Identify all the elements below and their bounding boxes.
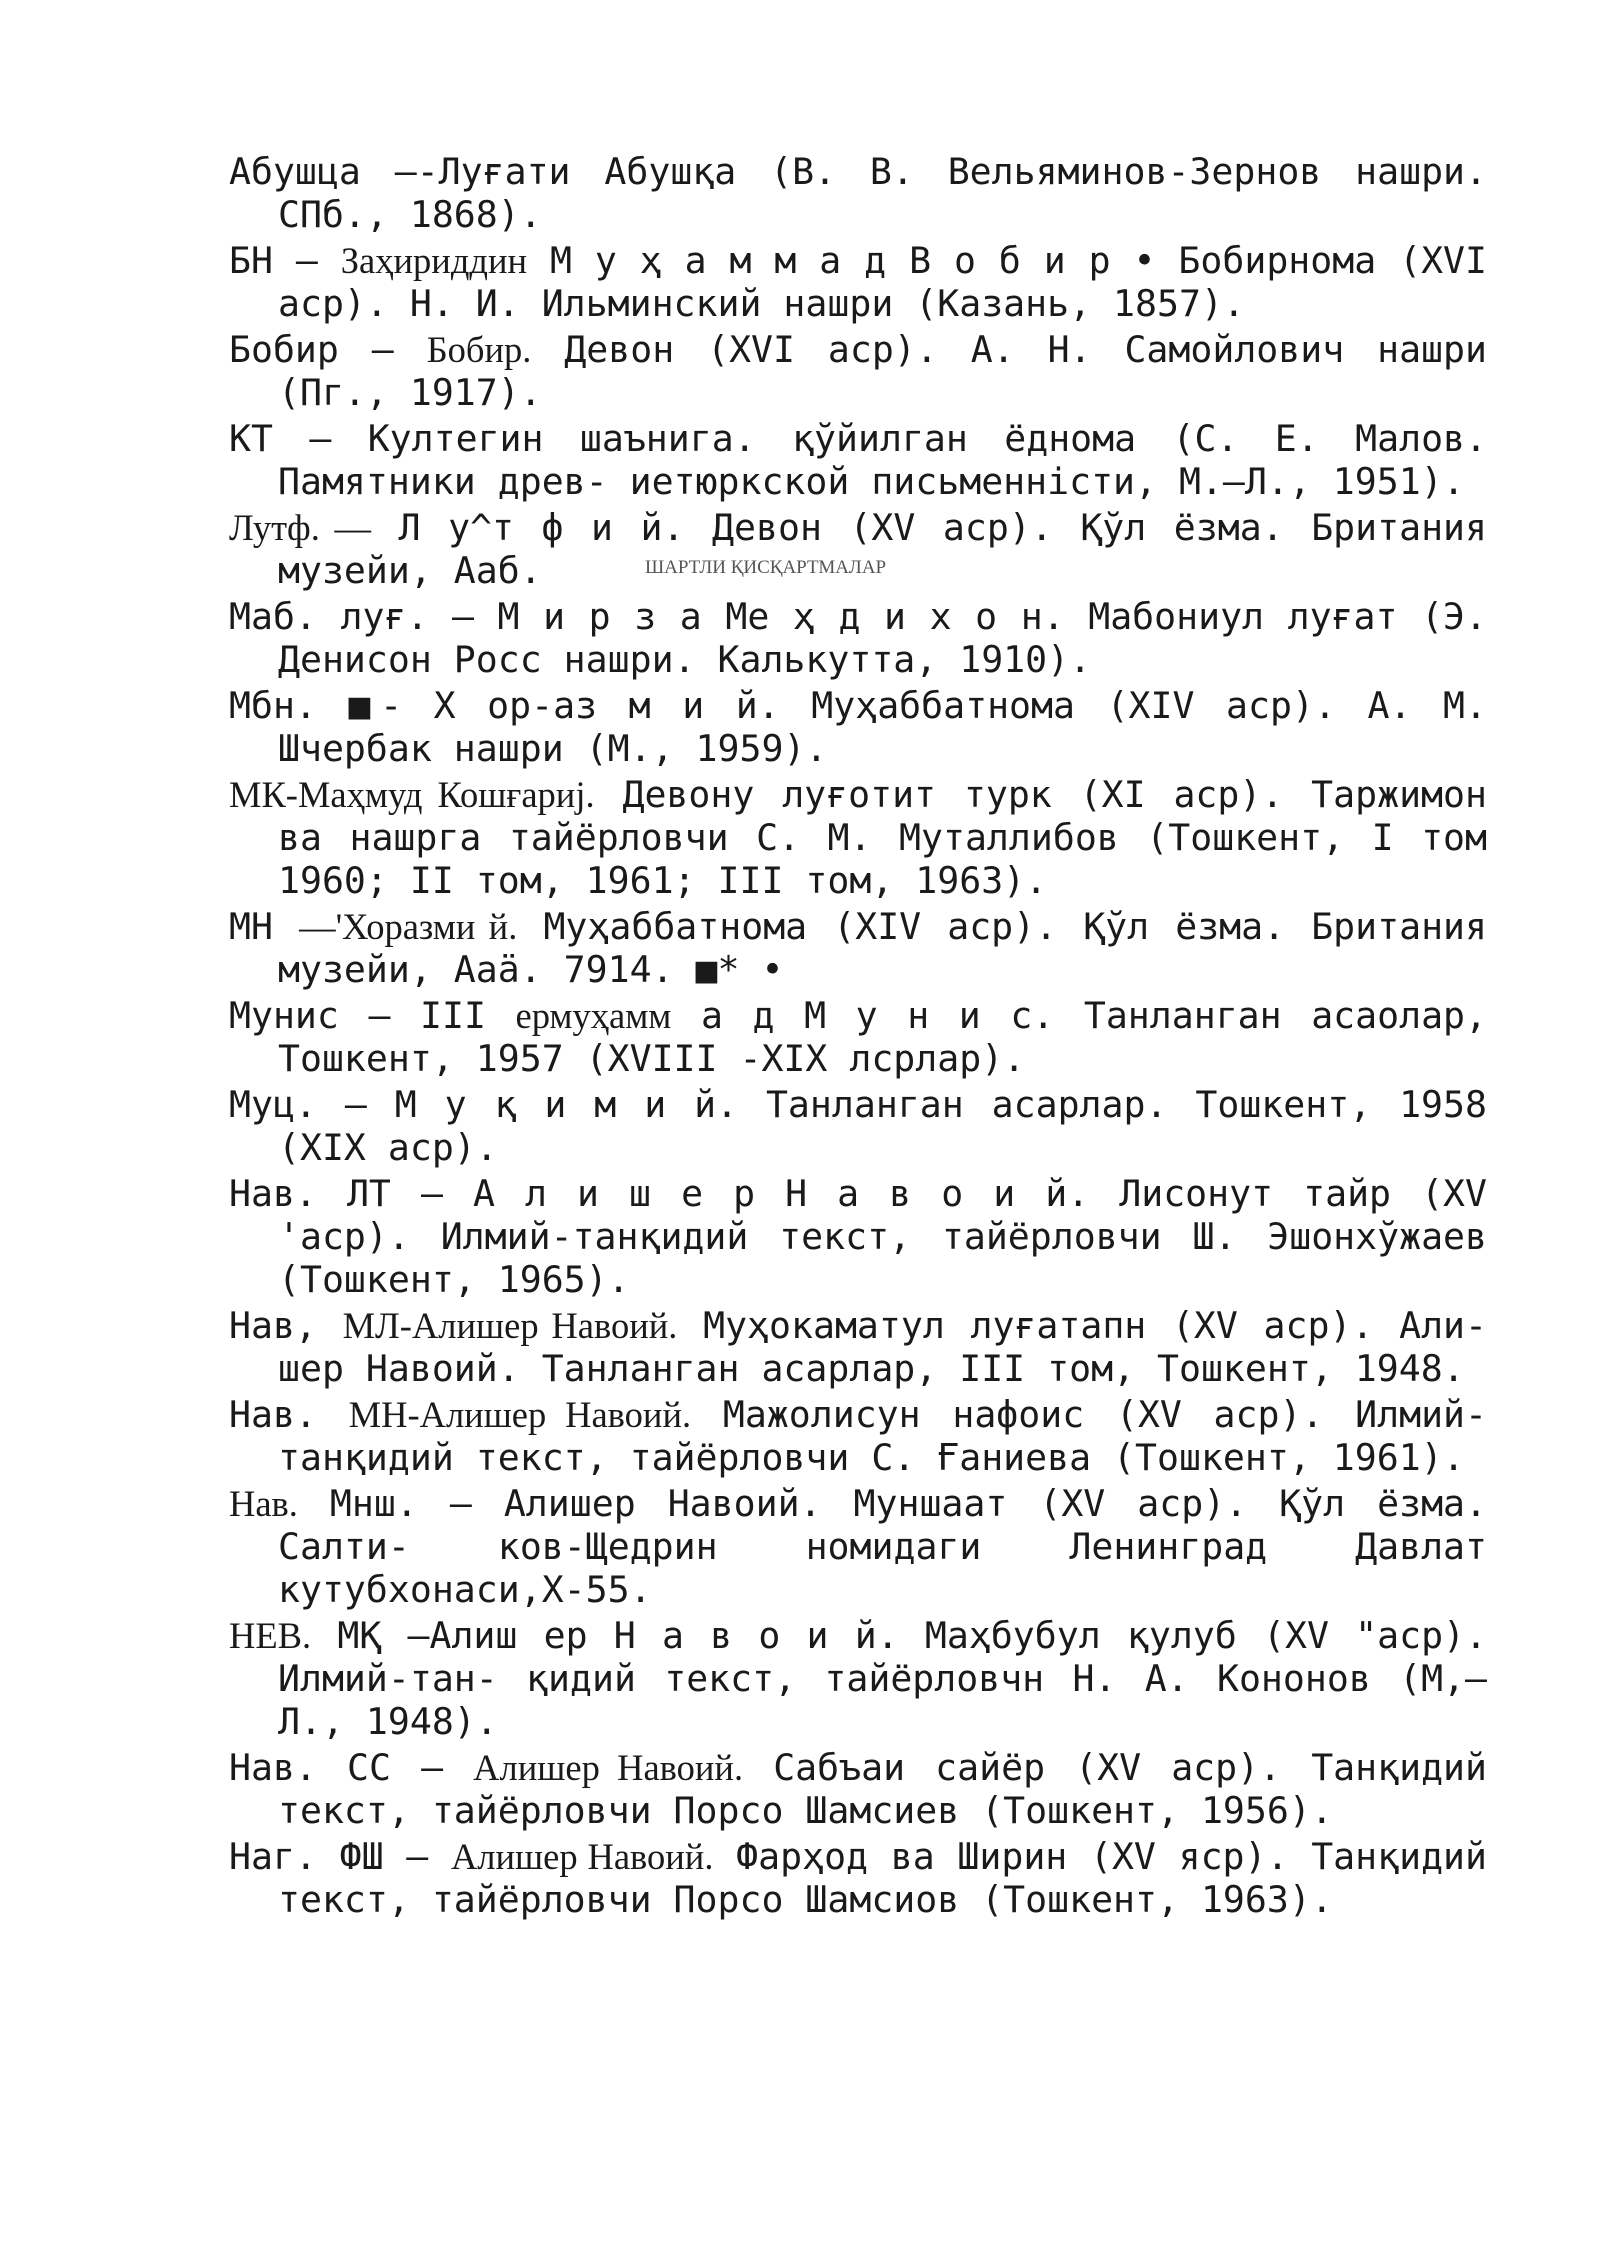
entry-abbreviation: Абушца — — [229, 150, 417, 193]
list-item — [229, 1835, 1487, 1921]
entry-abbreviation: Нав, — [229, 1304, 343, 1347]
entry-text: Девон (XVI аср). А. Н. Самойлович нашри (Пг., 1917). — [278, 328, 1487, 414]
entry-text: МҚ —Алиш ер Н а в о и й. Маҳбубул қулуб (XV "аср). Илмий-тан- қидий текст, тайёрловчн Н. А. Кононов (М,—Л., 1948). — [278, 1614, 1487, 1743]
list-item — [229, 239, 1487, 325]
entry-abbreviation: БН — — [229, 239, 341, 282]
entry-author: НЕВ. — [229, 1615, 312, 1656]
list-item — [229, 1614, 1487, 1743]
entry-text: а д М у н и с. Танланган асаолар, Тошкент, 1957 (XVIII -XIX лсрлар). — [278, 994, 1487, 1080]
entry-text: Мнш. — Алишер Навоий. Муншаат (XV аср). Қўл ёзма. Салти- ков-Щедрин номидаги Ленинград Давлат кутубхонаси,X-55. — [278, 1482, 1487, 1611]
entry-author: Нав. — [229, 1483, 298, 1524]
list-item — [229, 773, 1487, 902]
list-item — [229, 1482, 1487, 1611]
entry-abbreviation: МН — [229, 905, 300, 948]
list-item — [229, 1304, 1487, 1390]
entry-author: —'Хоразми й. — [299, 906, 518, 947]
list-item — [229, 905, 1487, 991]
list-item — [229, 1083, 1487, 1169]
entry-text: -Луғати Абушқа (В. В. Вельяминов-Зернов нашри. СПб., 1868). — [278, 150, 1487, 236]
entry-text: Мажолисун нафоис (XV аср). Илмий-танқидий текст, тайёрловчи С. Ғаниева (Тошкент, 1961). — [278, 1393, 1487, 1479]
entry-abbreviation: Нав. — [229, 1393, 349, 1436]
list-item — [229, 994, 1487, 1080]
entry-text: М у ҳ а м м а д В о б и р • Бобирнома (XVI аср). Н. И. Ильминский нашри (Казань, 1857). — [278, 239, 1488, 325]
entry-author: Алишер Навоий. — [450, 1836, 714, 1877]
entry-author: ермуҳамм — [515, 995, 672, 1036]
list-item — [229, 595, 1487, 681]
entry-text: Сабъаи сайёр (XV аср). Танқидий текст, тайёрловчи Порсо Шамсиев (Тошкент, 1956). — [278, 1746, 1487, 1832]
entry-abbreviation: КТ — Култегин шаънига. қўйилган ёднома (С. Е. Малов. Памятники древ- иетюркской письменністи, М.—Л., 1951). — [229, 417, 1487, 503]
entry-abbreviation: Мбн. ■- Х ор-аз м и й. Муҳаббатнома (XIV аср). А. М. Шчербак нашри (М., 1959). — [229, 684, 1487, 770]
entry-abbreviation: Нав. СС — — [229, 1746, 474, 1789]
list-item — [229, 328, 1487, 414]
entry-text: Фарҳод ва Ширин (XV яср). Танқидий текст, тайёрловчи Порсо Шамсиов (Тошкент, 1963). — [278, 1835, 1487, 1921]
entry-abbreviation: Муц. — М у қ и м и й. Танланган асарлар. Тошкент, 1958 (XIX аср). — [229, 1083, 1487, 1169]
entry-author: МК-Маҳмуд Кошғариј. — [229, 774, 595, 815]
entry-author: Заҳириддин — [340, 240, 528, 281]
entry-abbreviation: Нав. ЛТ — А л и ш е р Н а в о и й. Лисонут тайр (XV 'аср). Илмий-танқидий текст, тайёрловчи Ш. Эшонхўжаев (Тошкент, 1965). — [229, 1172, 1487, 1301]
entry-author: Бобир. — [426, 329, 532, 370]
entry-abbreviation: Бобир — — [229, 328, 427, 371]
entry-abbreviation: Наг. ФШ — — [229, 1835, 451, 1878]
list-item — [229, 150, 1487, 236]
list-item — [229, 1393, 1487, 1479]
entry-author: Лутф. — — [229, 507, 372, 548]
entry-author: Алишер Навоий. — [473, 1747, 744, 1788]
list-item — [229, 1172, 1487, 1301]
list-item — [229, 1746, 1487, 1832]
abbreviation-list — [229, 150, 1487, 1924]
entry-abbreviation: Мунис — III — [229, 994, 516, 1037]
header-stamp: ШАРТЛИ ҚИСҚАРТМАЛАР — [645, 557, 887, 578]
list-item — [229, 417, 1487, 503]
entry-text: Муҳокаматул луғатапн (XV аср). Али- шер Навоий. Танланган асарлар, III том, Тошкент, 1948. — [278, 1304, 1487, 1390]
list-item — [229, 506, 1487, 592]
entry-author: МН-Алишер Навоий. — [348, 1394, 692, 1435]
entry-text: Л у^т ф и й. Девон (XV аср). Қўл ёзма. Британия музейи, Ааб. — [278, 506, 1487, 592]
entry-text: Девону луғотит турк (XI аср). Таржимон ва нашрга тайёрловчи С. М. Муталлибов (Тошкент, I том 1960; II том, 1961; III том, 1963). — [278, 773, 1487, 902]
entry-author: МЛ-Алишер Навоий. — [342, 1305, 678, 1346]
list-item — [229, 684, 1487, 770]
entry-abbreviation: Маб. луғ. — М и р з а Ме ҳ д и х о н. Мабониул луғат (Э. Денисон Росс нашри. Калькутта, 1910). — [229, 595, 1487, 681]
entry-text: Муҳаббатнома (XIV аср). Қўл ёзма. Британия музейи, Ааä. 7914. ■* • — [278, 905, 1488, 991]
